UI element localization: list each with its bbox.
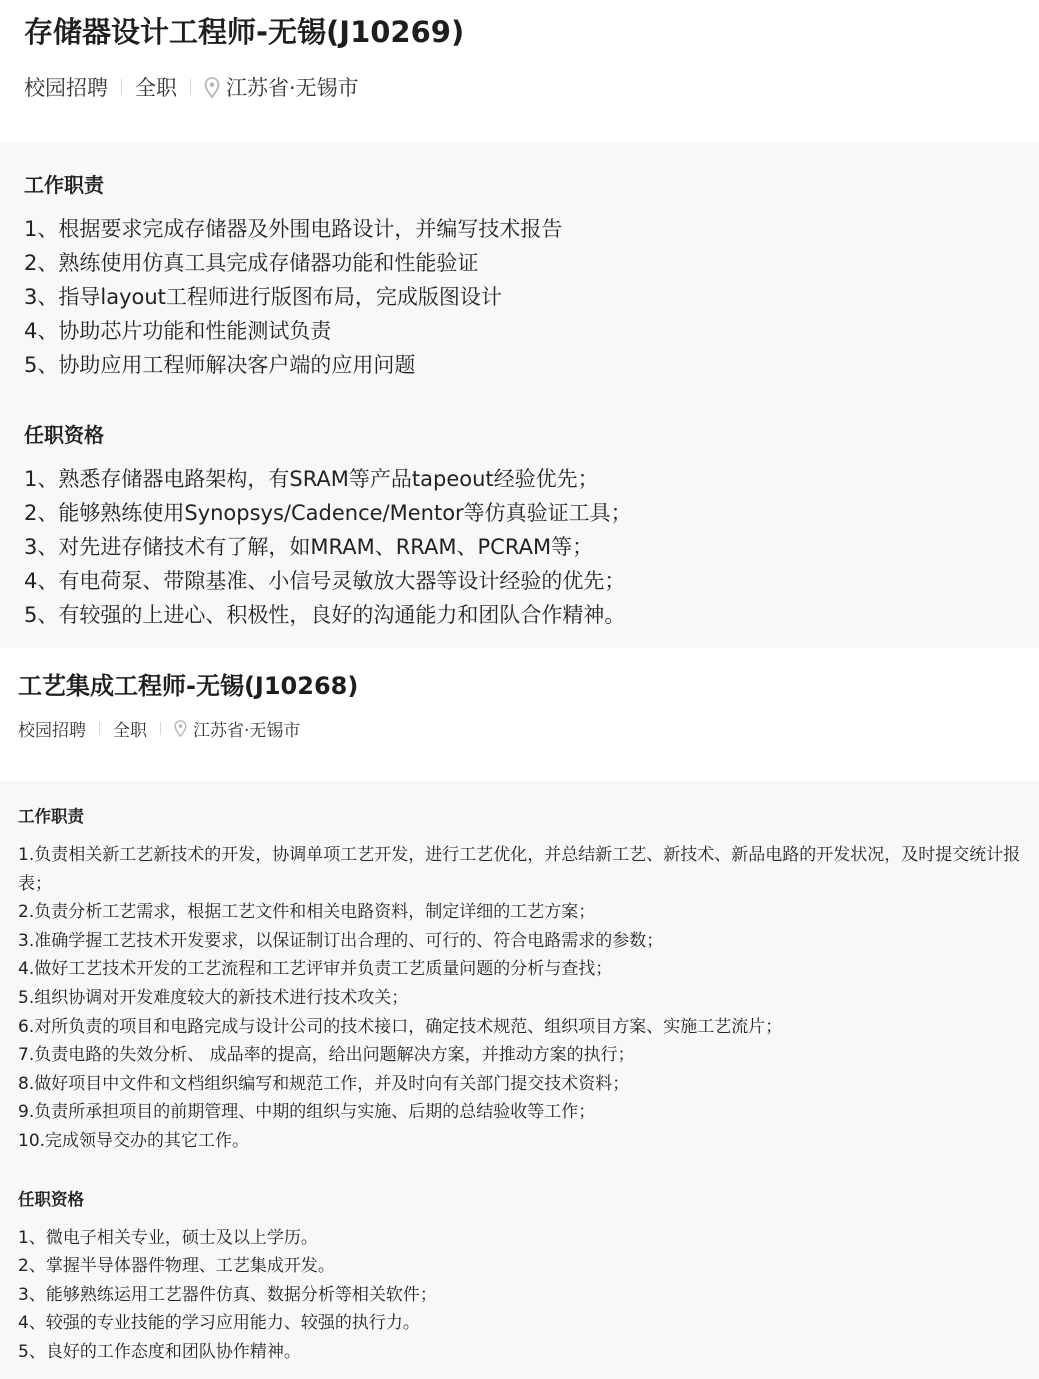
job-title[interactable]: 存储器设计工程师-无锡(J10269)	[24, 15, 465, 49]
duties-heading: 工作职责	[18, 807, 84, 826]
job-card	[0, 0, 1039, 648]
duty-item: 3、指导layout工程师进行版图布局，完成版图设计	[24, 285, 502, 309]
duty-item: 2、熟练使用仿真工具完成存储器功能和性能验证	[24, 251, 479, 275]
meta-divider	[160, 722, 161, 735]
duty-item: 8.做好项目中文件和文档组织编写和规范工作，并及时向有关部门提交技术资料；	[18, 1073, 630, 1094]
requirement-item: 5、有较强的上进心、积极性，良好的沟通能力和团队合作精神。	[24, 603, 626, 627]
recruit-type: 校园招聘	[18, 721, 86, 741]
duty-item: 2.负责分析工艺需求，根据工艺文件和相关电路资料，制定详细的工艺方案；	[18, 902, 596, 923]
requirement-item: 2、能够熟练使用Synopsys/Cadence/Mentor等仿真验证工具；	[24, 501, 632, 525]
duty-item: 10.完成领导交办的其它工作。	[18, 1130, 250, 1151]
meta-divider	[99, 722, 100, 735]
requirements-list	[24, 462, 1015, 632]
requirement-item: 1、微电子相关专业，硕士及以上学历。	[18, 1227, 318, 1248]
duties-heading: 工作职责	[24, 173, 104, 197]
meta-divider	[121, 79, 122, 95]
location-pin-icon	[174, 720, 187, 737]
requirement-item: 3、能够熟练运用工艺器件仿真、数据分析等相关软件；	[18, 1284, 437, 1305]
recruit-type: 校园招聘	[24, 76, 108, 100]
job-description	[0, 142, 1039, 648]
requirements-list	[18, 1224, 1021, 1367]
job-header	[0, 648, 1039, 781]
duty-item: 3.准确学握工艺技术开发要求，以保证制订出合理的、可行的、符合电路需求的参数；	[18, 930, 664, 951]
requirement-item: 1、熟悉存储器电路架构，有SRAM等产品tapeout经验优先；	[24, 467, 599, 491]
duty-item: 4、协助芯片功能和性能测试负责	[24, 319, 332, 343]
duty-item: 1.负责相关新工艺新技术的开发，协调单项工艺开发，进行工艺优化，并总结新工艺、新技术、新品电路的开发状况，及时提交统计报表；	[18, 845, 1021, 894]
requirement-item: 3、对先进存储技术有了解，如MRAM、RRAM、PCRAM等；	[24, 535, 594, 559]
job-meta	[24, 72, 1015, 102]
job-meta	[18, 716, 1021, 741]
employment-type: 全职	[135, 76, 177, 100]
requirement-item: 4、有电荷泵、带隙基准、小信号灵敏放大器等设计经验的优先；	[24, 569, 626, 593]
job-title[interactable]: 工艺集成工程师-无锡(J10268)	[18, 672, 359, 700]
job-description	[0, 781, 1039, 1379]
requirements-heading: 任职资格	[24, 423, 104, 447]
job-location: 江苏省·无锡市	[226, 76, 359, 100]
duty-item: 1、根据要求完成存储器及外围电路设计，并编写技术报告	[24, 217, 563, 241]
location-pin-icon	[204, 77, 220, 98]
duty-item: 4.做好工艺技术开发的工艺流程和工艺评审并负责工艺质量问题的分析与查找；	[18, 959, 613, 980]
duty-item: 6.对所负责的项目和电路完成与设计公司的技术接口，确定技术规范、组织项目方案、实施工艺流片；	[18, 1016, 783, 1037]
duties-list	[18, 841, 1021, 1156]
duty-item: 9.负责所承担项目的前期管理、中期的组织与实施、后期的总结验收等工作；	[18, 1102, 596, 1123]
meta-divider	[190, 79, 191, 95]
requirement-item: 2、掌握半导体器件物理、工艺集成开发。	[18, 1256, 335, 1277]
duty-item: 7.负责电路的失效分析、 成品率的提高，给出问题解决方案，并推动方案的执行；	[18, 1045, 635, 1066]
employment-type: 全职	[113, 721, 147, 741]
job-header	[0, 0, 1039, 142]
duties-list	[24, 212, 1015, 382]
job-card	[0, 648, 1039, 1379]
duty-item: 5、协助应用工程师解决客户端的应用问题	[24, 353, 416, 377]
requirements-heading: 任职资格	[18, 1189, 84, 1209]
requirement-item: 5、良好的工作态度和团队协作精神。	[18, 1341, 301, 1362]
requirement-item: 4、较强的专业技能的学习应用能力、较强的执行力。	[18, 1313, 420, 1334]
job-location: 江苏省·无锡市	[193, 721, 301, 741]
duty-item: 5.组织协调对开发难度较大的新技术进行技术攻关；	[18, 987, 409, 1008]
